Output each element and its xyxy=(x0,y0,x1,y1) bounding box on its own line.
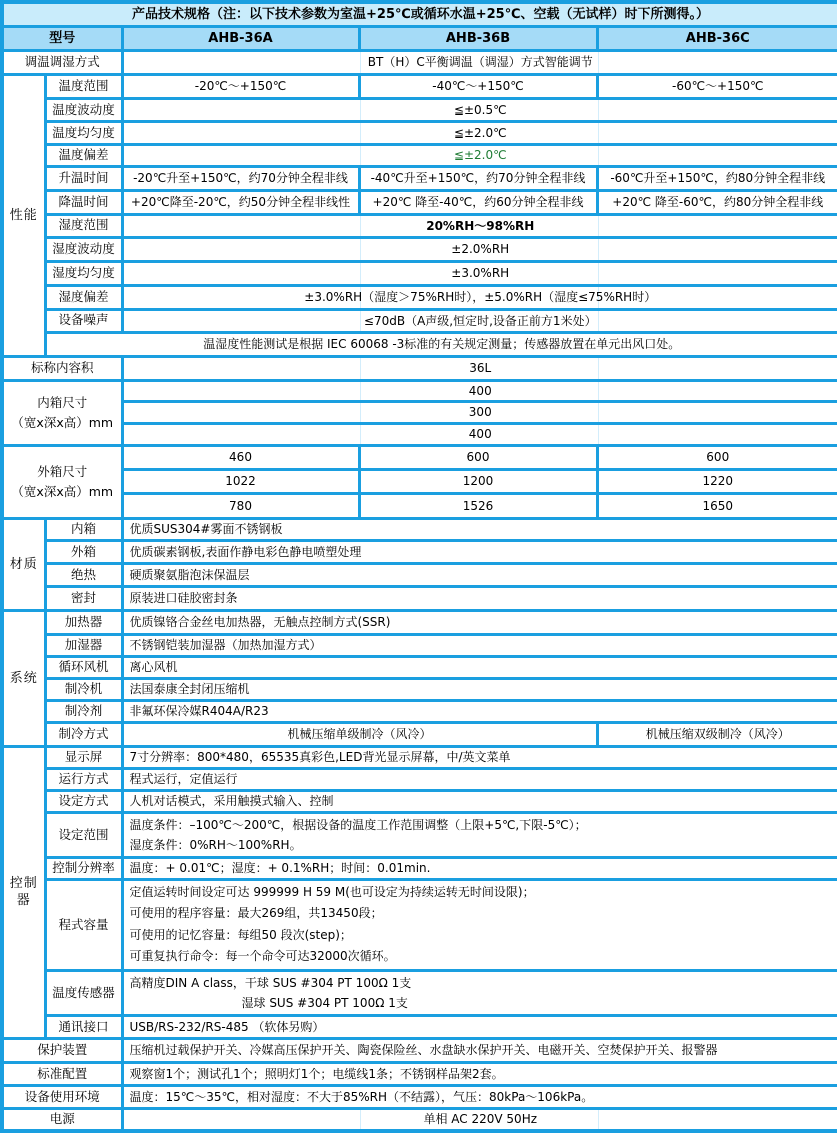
table-row xyxy=(2,166,837,190)
spec-value: 离心风机 xyxy=(122,657,837,679)
table-row xyxy=(2,470,837,494)
table-row xyxy=(2,446,837,470)
spec-label: 制冷机 xyxy=(45,679,122,701)
spec-label: 温度均匀度 xyxy=(45,122,122,145)
spec-value: 非氟环保冷媒R404A/R23 xyxy=(122,700,837,722)
spec-label: 湿度均匀度 xyxy=(45,261,122,285)
table-row xyxy=(2,1085,837,1108)
spec-value: 原装进口硅胶密封条 xyxy=(122,587,837,611)
spec-value: ≤70dB（A声级,恒定时,设备正前方1米处） xyxy=(122,309,837,332)
spec-label: 标准配置 xyxy=(2,1062,122,1085)
spec-label: 调温调湿方式 xyxy=(2,51,122,75)
table-row xyxy=(2,857,837,879)
spec-value: 600 xyxy=(597,446,837,470)
table-row xyxy=(2,790,837,812)
spec-label: 外箱 xyxy=(45,541,122,564)
table-row xyxy=(2,519,837,541)
table-row xyxy=(2,768,837,790)
spec-label: 内箱 xyxy=(45,519,122,541)
spec-label: 密封 xyxy=(45,587,122,611)
table-row xyxy=(2,309,837,332)
table-row xyxy=(2,700,837,722)
spec-value: -20℃升至+150℃，约70分钟全程非线 xyxy=(122,166,359,190)
spec-value: 压缩机过载保护开关、冷媒高压保护开关、陶瓷保险丝、水盘缺水保护开关、电磁开关、空焚保护开关、报警器 xyxy=(122,1038,837,1062)
spec-value: 优质SUS304#雾面不锈钢板 xyxy=(122,519,837,541)
text-line: 外箱尺寸 xyxy=(37,464,88,480)
table-row xyxy=(2,356,837,380)
spec-value: ±3.0%RH xyxy=(122,261,837,285)
table-row xyxy=(2,587,837,611)
table-row xyxy=(2,380,837,401)
spec-table-body xyxy=(2,2,837,1131)
table-title: 产品技术规格（注：以下技术参数为室温+25℃或循环水温+25℃、空载（无试样）时下所测得。） xyxy=(2,2,837,27)
spec-label: 绝热 xyxy=(45,564,122,587)
spec-value: 20%RH～98%RH xyxy=(122,214,837,237)
table-row xyxy=(2,657,837,679)
table-row xyxy=(2,99,837,122)
text-line: （宽x深x高）mm xyxy=(11,484,114,500)
spec-label: 温度偏差 xyxy=(45,145,122,167)
table-row xyxy=(2,879,837,970)
text-line: 定值运转时间设定可达 999999 H 59 M(也可设定为持续运转无时间设限)； xyxy=(129,884,535,899)
group-label: 材质 xyxy=(2,519,45,611)
table-row xyxy=(2,145,837,167)
table-row xyxy=(2,237,837,261)
spec-value: 1022 xyxy=(122,470,359,494)
spec-value: ±2.0%RH xyxy=(122,237,837,261)
spec-value: 460 xyxy=(122,446,359,470)
spec-value: -60℃～+150℃ xyxy=(597,75,837,99)
table-row xyxy=(2,1015,837,1038)
spec-value: -20℃～+150℃ xyxy=(122,75,359,99)
spec-label: 程式容量 xyxy=(45,879,122,970)
spec-label: 循环风机 xyxy=(45,657,122,679)
table-row xyxy=(2,611,837,635)
table-row xyxy=(2,722,837,746)
table-row xyxy=(2,1108,837,1131)
spec-value: ≦±2.0℃ xyxy=(122,145,837,167)
spec-value: 优质镍铬合金丝电加热器，无触点控制方式(SSR) xyxy=(122,611,837,635)
table-row xyxy=(2,402,837,424)
spec-value xyxy=(122,970,837,1015)
spec-value: -40℃升至+150℃，约70分钟全程非线 xyxy=(359,166,597,190)
text-line: 湿度条件：0%RH～100%RH。 xyxy=(129,837,302,852)
spec-label: 制冷方式 xyxy=(45,722,122,746)
table-row xyxy=(2,1062,837,1085)
spec-value: -40℃～+150℃ xyxy=(359,75,597,99)
spec-label: 通讯接口 xyxy=(45,1015,122,1038)
spec-value: 单相 AC 220V 50Hz xyxy=(122,1108,837,1131)
table-row xyxy=(2,494,837,519)
table-row xyxy=(2,635,837,657)
spec-value: 1650 xyxy=(597,494,837,519)
spec-value: 程式运行，定值运行 xyxy=(122,768,837,790)
text-line: 湿球 SUS #304 PT 100Ω 1支 xyxy=(241,995,408,1010)
spec-label: 湿度范围 xyxy=(45,214,122,237)
group-label: 性能 xyxy=(2,75,45,357)
table-row xyxy=(2,541,837,564)
spec-label: 升温时间 xyxy=(45,166,122,190)
table-row xyxy=(2,679,837,701)
spec-value: BT（H）C平衡调温（调湿）方式智能调节 xyxy=(122,51,837,75)
spec-value: ≦±0.5℃ xyxy=(122,99,837,122)
table-row xyxy=(2,746,837,768)
spec-value: 1220 xyxy=(597,470,837,494)
spec-label: 设备使用环境 xyxy=(2,1085,122,1108)
spec-label: 湿度偏差 xyxy=(45,285,122,309)
spec-label: 加热器 xyxy=(45,611,122,635)
spec-value: +20℃ 降至-60℃，约80分钟全程非线 xyxy=(597,190,837,214)
spec-label: 显示屏 xyxy=(45,746,122,768)
spec-value: 780 xyxy=(122,494,359,519)
table-row xyxy=(2,1038,837,1062)
spec-value: 不锈钢铠装加湿器（加热加湿方式） xyxy=(122,635,837,657)
spec-label: 温度波动度 xyxy=(45,99,122,122)
spec-value: -60℃升至+150℃，约80分钟全程非线 xyxy=(597,166,837,190)
spec-value: 硬质聚氨脂泡沫保温层 xyxy=(122,564,837,587)
table-row xyxy=(2,2,837,27)
spec-label: 标称内容积 xyxy=(2,356,122,380)
table-row xyxy=(2,332,837,356)
spec-value: 人机对话模式，采用触摸式输入、控制 xyxy=(122,790,837,812)
spec-value: 1526 xyxy=(359,494,597,519)
spec-label xyxy=(2,380,122,445)
model-header: AHB-36B xyxy=(359,27,597,51)
text-line: （宽x深x高）mm xyxy=(11,414,114,430)
spec-value: 机械压缩单级制冷（风冷） xyxy=(122,722,597,746)
spec-value: 温度：+ 0.01℃；湿度：+ 0.1%RH；时间：0.01min. xyxy=(122,857,837,879)
spec-label xyxy=(2,446,122,519)
spec-label: 制冷剂 xyxy=(45,700,122,722)
spec-label: 设备噪声 xyxy=(45,309,122,332)
model-header: 型号 xyxy=(2,27,122,51)
spec-label: 设定方式 xyxy=(45,790,122,812)
spec-value: 优质碳素钢板,表面作静电彩色静电喷塑处理 xyxy=(122,541,837,564)
spec-value: 36L xyxy=(122,356,837,380)
spec-label: 设定范围 xyxy=(45,812,122,857)
spec-value: +20℃降至-20℃，约50分钟全程非线性 xyxy=(122,190,359,214)
text-line: 可使用的程序容量：最大269组，共13450段； xyxy=(129,906,383,921)
group-label: 控制器 xyxy=(2,746,45,1038)
spec-label: 电源 xyxy=(2,1108,122,1131)
spec-label: 加湿器 xyxy=(45,635,122,657)
table-row xyxy=(2,970,837,1015)
spec-value: ±3.0%RH（湿度＞75%RH时），±5.0%RH（湿度≤75%RH时） xyxy=(122,285,837,309)
spec-value: ≦±2.0℃ xyxy=(122,122,837,145)
table-row xyxy=(2,214,837,237)
table-row xyxy=(2,27,837,51)
spec-label: 湿度波动度 xyxy=(45,237,122,261)
spec-label: 控制分辨率 xyxy=(45,857,122,879)
spec-label: 保护装置 xyxy=(2,1038,122,1062)
table-row xyxy=(2,122,837,145)
spec-value: USB/RS-232/RS-485 （软体另购） xyxy=(122,1015,837,1038)
text-line: 内箱尺寸 xyxy=(37,394,88,410)
table-row xyxy=(2,75,837,99)
text-line: 高精度DIN A class，干球 SUS #304 PT 100Ω 1支 xyxy=(129,975,412,990)
table-row xyxy=(2,285,837,309)
table-row xyxy=(2,51,837,75)
spec-value: 温度：15℃～35℃，相对湿度：不大于85%RH（不结露），气压：80kPa～106kPa。 xyxy=(122,1085,837,1108)
text-line: 可重复执行命令：每一个命令可达32000次循环。 xyxy=(129,949,396,964)
spec-value: 300 xyxy=(122,402,837,424)
spec-label: 降温时间 xyxy=(45,190,122,214)
spec-value xyxy=(122,812,837,857)
model-header: AHB-36A xyxy=(122,27,359,51)
spec-value: 600 xyxy=(359,446,597,470)
model-header: AHB-36C xyxy=(597,27,837,51)
note: 温湿度性能测试是根据 IEC 60068 -3标准的有关规定测量；传感器放置在单元出风口处。 xyxy=(45,332,837,356)
spec-value: 机械压缩双级制冷（风冷） xyxy=(597,722,837,746)
spec-value: 400 xyxy=(122,380,837,401)
spec-label: 运行方式 xyxy=(45,768,122,790)
group-label: 系统 xyxy=(2,611,45,747)
table-row xyxy=(2,812,837,857)
spec-label: 温度范围 xyxy=(45,75,122,99)
table-row xyxy=(2,190,837,214)
spec-value: +20℃ 降至-40℃，约60分钟全程非线 xyxy=(359,190,597,214)
text-line: 可使用的记忆容量：每组50 段次(step)； xyxy=(129,927,352,942)
table-row xyxy=(2,564,837,587)
text-line: 温度条件：–100℃～200℃，根据设备的温度工作范围调整（上限+5℃,下限-5℃）； xyxy=(129,817,587,832)
spec-label: 温度传感器 xyxy=(45,970,122,1015)
spec-value: 1200 xyxy=(359,470,597,494)
table-row xyxy=(2,261,837,285)
spec-value: 7寸分辨率：800*480，65535真彩色,LED背光显示屏幕，中/英文菜单 xyxy=(122,746,837,768)
table-row xyxy=(2,424,837,446)
spec-value: 400 xyxy=(122,424,837,446)
spec-value xyxy=(122,879,837,970)
spec-value: 观察窗1个；测试孔1个；照明灯1个；电缆线1条；不锈钢样品架2套。 xyxy=(122,1062,837,1085)
spec-value: 法国泰康全封闭压缩机 xyxy=(122,679,837,701)
